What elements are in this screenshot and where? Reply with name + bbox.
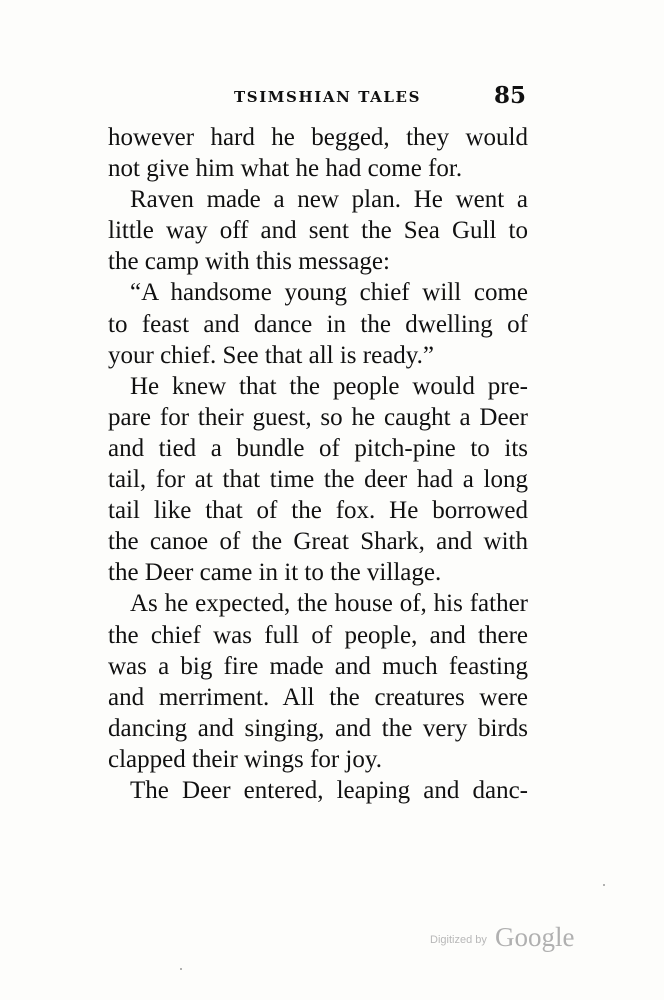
body-text [108, 122, 528, 806]
text-line: As he expected, the house of, his father [130, 590, 528, 618]
text-line: Raven made a new plan. He went a [130, 186, 528, 214]
google-logo: Google [494, 922, 575, 952]
text-line: tail, for at that time the deer had a long [108, 466, 528, 494]
text-line: and merriment. All the creatures were [108, 683, 528, 711]
text-line: to feast and dance in the dwelling of [108, 310, 528, 338]
digitized-watermark [430, 922, 574, 952]
text-line: the canoe of the Great Shark, and with [108, 528, 528, 556]
text-line: and tied a bundle of pitch-pine to its [108, 434, 528, 462]
text-line: The Deer entered, leaping and danc- [130, 776, 528, 804]
paper-speck [180, 968, 182, 970]
text-line: your chief. See that all is ready.” [108, 341, 435, 369]
page-number: 85 [493, 82, 526, 109]
running-head [108, 82, 528, 116]
text-line: the chief was full of people, and there [108, 621, 528, 649]
text-line: tail like that of the fox. He borrowed [108, 497, 528, 525]
text-line: pare for their guest, so he caught a Deer [108, 403, 528, 431]
text-line: little way off and sent the Sea Gull to [108, 217, 528, 245]
watermark-prefix: Digitized by [430, 934, 487, 946]
text-line: the camp with this message: [108, 248, 390, 276]
running-title: TSIMSHIAN TALES [234, 88, 422, 106]
text-line: “A handsome young chief will come [130, 279, 528, 307]
paper-speck [603, 884, 605, 886]
text-line: clapped their wings for joy. [108, 745, 382, 773]
text-line: not give him what he had come for. [108, 155, 463, 183]
text-line: He knew that the people would pre- [130, 372, 528, 400]
text-line: the Deer came in it to the village. [108, 559, 442, 587]
text-line: dancing and singing, and the very birds [108, 714, 528, 742]
text-line: was a big fire made and much feasting [108, 652, 528, 680]
text-line: however hard he begged, they would [108, 124, 528, 151]
